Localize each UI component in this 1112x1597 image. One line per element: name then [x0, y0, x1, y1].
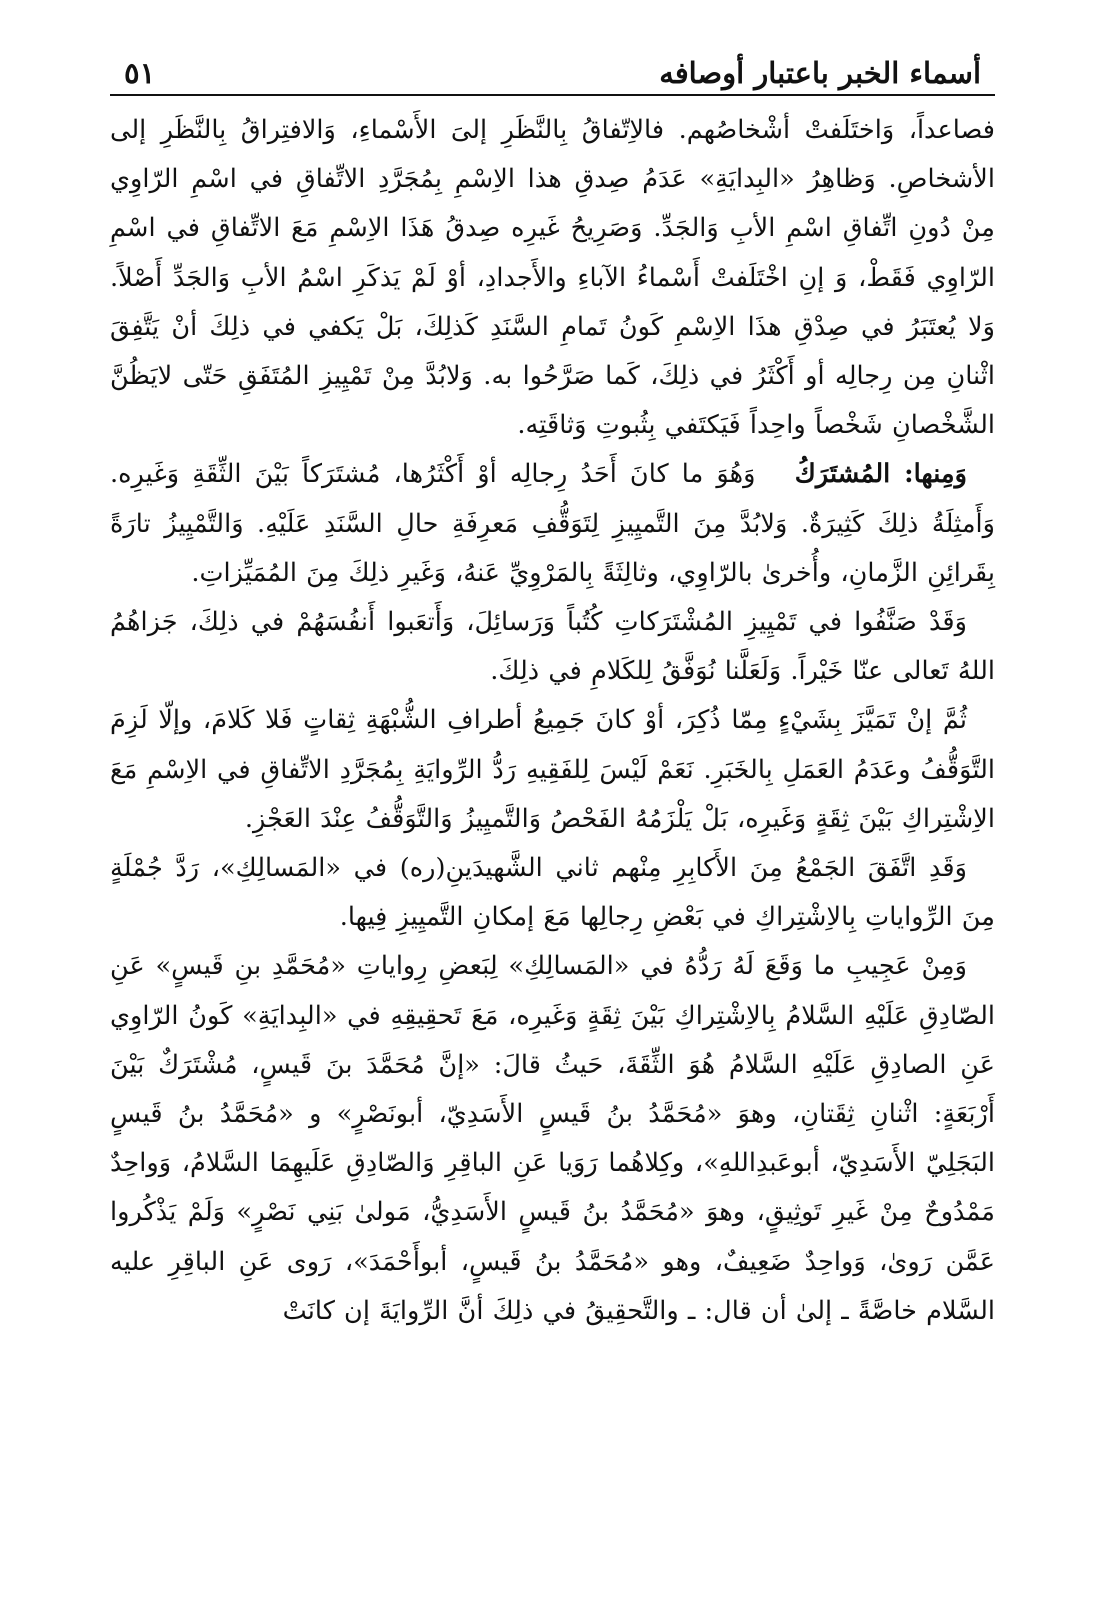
paragraph	[110, 598, 995, 696]
paragraph-text: ثُمَّ إنْ تَمَيَّزَ بِشَيْءٍ مِمّا ذُكِرَ، أوْ كانَ جَمِيعُ أطرافِ الشُّبْهَةِ ثِقاتٍ فَلا كَلامَ، وإلّا لَزِمَ التَّوَقُّفُ وعَدَمُ العَمَلِ بِالخَبَرِ. نَعَمْ لَيْسَ لِلفَقِيهِ رَدُّ الرِّوايَةِ بِمُجَرَّدِ الاتِّفاقِ في الاِسْمِ مَعَ الاِشْتِراكِ بَيْنَ ثِقَةٍ وَغَيرِه، بَلْ يَلْزَمُهُ الفَحْصُ وَالتَّميِيزُ وَالتَّوَقُّفُ عِنْدَ العَجْزِ.	[110, 705, 995, 834]
body-text	[110, 106, 995, 1336]
section-label: وَمِنها: المُشتَرَكُ	[794, 459, 967, 490]
paragraph-text: وَقَدْ صَنَّفُوا في تَمْيِيزِ المُشْتَرَكاتِ كُتُباً وَرَسائِلَ، وَأَتعَبوا أَنفُسَهُمْ في ذلِكَ، جَزاهُمُ اللهُ تَعالى عنّا خَيْراً. وَلَعَلَّنا نُوَفَّقُ لِلكَلامِ في ذلِكَ.	[110, 607, 995, 687]
paragraph-text: وَقَدِ اتَّفَقَ الجَمْعُ مِنَ الأَكابِرِ مِنْهم ثاني الشَّهيدَينِ(ره) في «المَسالِكِ»، رَدَّ جُمْلَةٍ مِنَ الرِّواياتِ بِالاِشْتِراكِ في بَعْضِ رِجالِها مَعَ إمكانِ التَّميِيزِ فِيها.	[110, 853, 995, 933]
running-title: أسماء الخبر باعتبار أوصافه	[659, 56, 981, 90]
paragraph	[110, 450, 995, 598]
paragraph	[110, 844, 995, 942]
paragraph	[110, 106, 995, 450]
page-header	[110, 40, 995, 96]
page-number: ٥١	[124, 56, 156, 90]
paragraph	[110, 942, 995, 1336]
paragraph-text: وَمِنْ عَجِيبِ ما وَقَعَ لَهُ رَدُّهُ في «المَسالِكِ» لِبَعضِ رِواياتِ «مُحَمَّدِ بنِ قَيسٍ» عَنِ الصّادِقِ عَلَيْهِ السَّلامُ بِالاِشْتِراكِ بَيْنَ ثِقَةٍ وَغَيرِه، مَعَ تَحقِيقِهِ في «البِدايَةِ» كَونُ الرّاوِي عَنِ الصادِقِ عَلَيْهِ السَّلامُ هُوَ الثِّقَةَ، حَيثُ قالَ: «إنَّ مُحَمَّدَ بنَ قَيسٍ، مُشْتَرَكٌ بَيْنَ أَرْبَعَةٍ: اثْنانِ ثِقَتانِ، وهوَ «مُحَمَّدُ بنُ قَيسٍ الأَسَدِيّ، أبونَصْرٍ» و «مُحَمَّدُ بنُ قَيسٍ البَجَلِيّ الأَسَدِيّ، أبوعَبدِاللهِ»، وكِلاهُما رَوَيا عَنِ الباقِرِ وَالصّادِقِ عَلَيهِمَا السَّلامُ، وَواحِدٌ مَمْدُوحٌ مِنْ غَيرِ تَوثِيقٍ، وهوَ «مُحَمَّدُ بنُ قَيسٍ الأَسَدِيُّ، مَولىٰ بَنِي نَصْرٍ» وَلَمْ يَذْكُروا عَمَّن رَوىٰ، وَواحِدٌ ضَعِيفٌ، وهو «مُحَمَّدُ بنُ قَيسٍ، أبوأَحْمَدَ»، رَوى عَنِ الباقِرِ عليه السَّلام خاصَّةً ـ إلىٰ أن قال: ـ والتَّحقِيقُ في ذلِكَ أنَّ الرِّوايَةَ إن كانَتْ	[110, 951, 995, 1326]
paragraph	[110, 696, 995, 844]
paragraph-text: فصاعداً، وَاختَلَفتْ أشْخاصُهم. فالاِتّفاقُ بِالنَّظَرِ إلىَ الأَسْماءِ، وَالافتِراقُ بِالنَّظَرِ إلى الأشخاصِ. وَظاهِرُ «البِدايَةِ» عَدَمُ صِدقِ هذا الاِسْمِ بِمُجَرَّدِ الاتِّفاقِ في اسْمِ الرّاوِي مِنْ دُونِ اتِّفاقِ اسْمِ الأبِ وَالجَدِّ. وَصَرِيحُ غَيرِه صِدقُ هَذَا الاِسْمِ مَعَ الاتِّفاقِ في اسْمِ الرّاوِي فَقَطْ، وَ إنِ اخْتَلَفتْ أَسْماءُ الآباءِ والأَجدادِ، أوْ لَمْ يَذكَرِ اسْمُ الأبِ وَالجَدِّ أَصْلاً. وَلا يُعتَبَرُ في صِدْقِ هذَا الاِسْمِ كَونُ تَمامِ السَّنَدِ كَذلِكَ، بَلْ يَكفي في ذلِكَ أنْ يَتَّفِقَ اثْنانِ مِن رِجالِه أو أَكْثَرُ في ذلِكَ، كَما صَرَّحُوا به. وَلابُدَّ مِنْ تَمْيِيزِ المُتَفَقِ حَتّى لايَظُنَّ الشَّخْصانِ شَخْصاً واحِداً فَيَكتَفي بِثُبوتِ وَثاقَتِه.	[110, 115, 995, 441]
document-page	[110, 40, 995, 1336]
paragraph-text: وَهُوَ ما كانَ أَحَدُ رِجالِه أوْ أَكْثَرُها، مُشتَرَكاً بَيْنَ الثِّقَةِ وَغَيرِه. وَأَمثِلَةُ ذلِكَ كَثِيرَةٌ. وَلابُدَّ مِنَ التَّميِيزِ لِتَوَقُّفِ مَعرِفَةِ حالِ السَّنَدِ عَلَيْهِ. وَالتَّمْيِيزُ تارَةً بِقَرائِنِ الزَّمانِ، وأُخرىٰ بالرّاوِي، وثالِثَةً بِالمَرْوِيِّ عَنهُ، وَغَيرِ ذلِكَ مِنَ المُمَيِّزاتِ.	[110, 459, 995, 588]
